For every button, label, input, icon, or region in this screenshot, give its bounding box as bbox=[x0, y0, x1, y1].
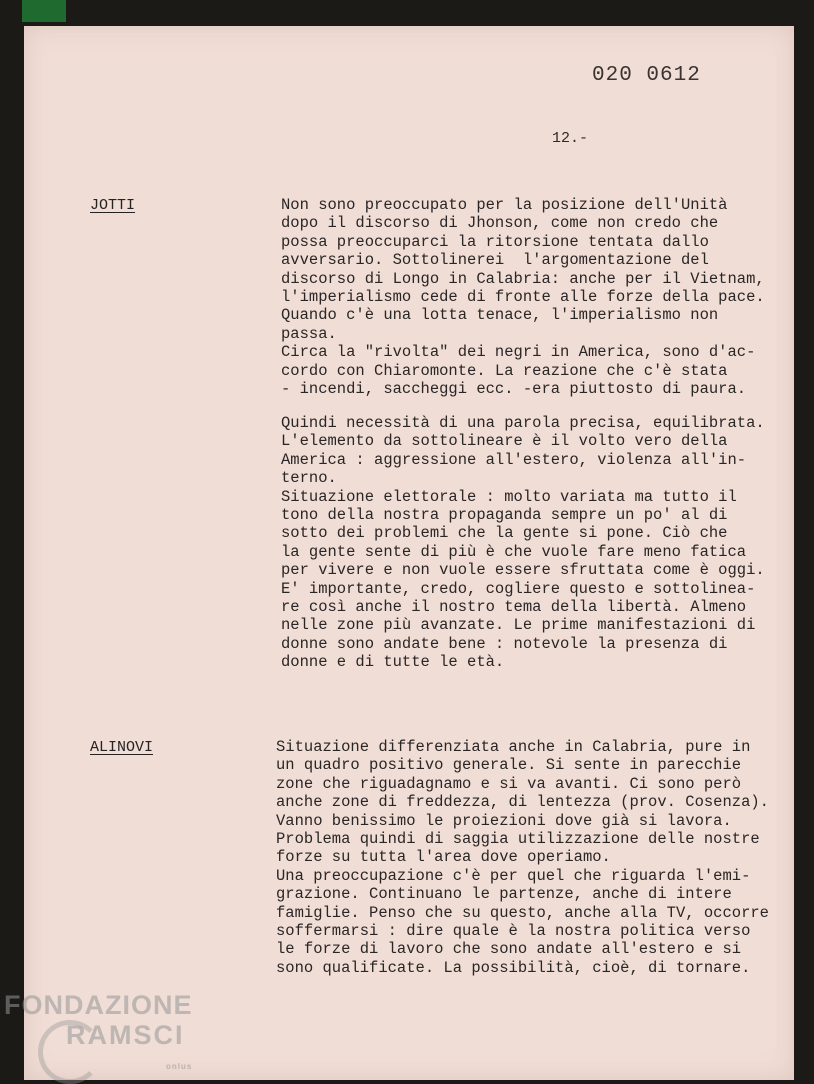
alinovi-paragraph-1: Situazione differenziata anche in Calabria, pure in un quadro positivo generale. Si sente in parecchie zone che riguadagnamo e si va avanti. Ci sono però anche zone di freddezza, di lentezza (prov. Cosenza). Vanno benissimo le proiezioni dove già si lavora. Problema quindi di saggia utilizzazione delle nostre forze su tutta l'area dove operiamo. Una preoccupazione c'è per quel che riguarda l'emi- grazione. Continuano le partenze, anche di intere famiglie. Penso che su questo, anche alla TV, occorre soffermarsi : dire quale è la nostra politica verso le forze di lavoro che sono andate all'estero e si sono qualificate. La possibilità, cioè, di tornare. bbox=[276, 738, 769, 977]
binder-tab bbox=[22, 0, 66, 22]
speaker-alinovi: ALINOVI bbox=[90, 739, 154, 756]
fondazione-gramsci-watermark: FONDAZIONE RAMSCI onlus bbox=[4, 990, 193, 1050]
watermark-g-ring bbox=[38, 1020, 102, 1084]
speaker-jotti: JOTTI bbox=[90, 197, 136, 214]
archive-stamp-number: 020 0612 bbox=[592, 64, 701, 87]
page-number: 12.- bbox=[552, 130, 589, 147]
jotti-paragraph-2: Quindi necessità di una parola precisa, equilibrata. L'elemento da sottolineare è il volto vero della America : aggressione all'estero, violenza all'in- terno. Situazione elettorale : molto variata ma tutto il tono della nostra propaganda sempre un po' al di sotto dei problemi che la gente si pone. Ciò che la gente sente di più è che vuole fare meno fatica per vivere e non vuole essere sfruttata come è oggi. E' importante, credo, cogliere questo e sottolinea- re così anche il nostro tema della libertà. Almeno nelle zone più avanzate. Le prime manifestazioni di donne sono andate bene : notevole la presenza di donne e di tutte le età. bbox=[281, 414, 765, 672]
jotti-paragraph-1: Non sono preoccupato per la posizione dell'Unità dopo il discorso di Jhonson, come non credo che possa preoccuparci la ritorsione tentata dallo avversario. Sottolinerei l'argomentazione del discorso di Longo in Calabria: anche per il Vietnam, l'imperialismo cede di fronte alle forze della pace. Quando c'è una lotta tenace, l'imperialismo non passa. Circa la "rivolta" dei negri in America, sono d'ac- cordo con Chiaromonte. La reazione che c'è stata - incendi, saccheggi ecc. -era piuttosto di paura. bbox=[281, 196, 765, 399]
